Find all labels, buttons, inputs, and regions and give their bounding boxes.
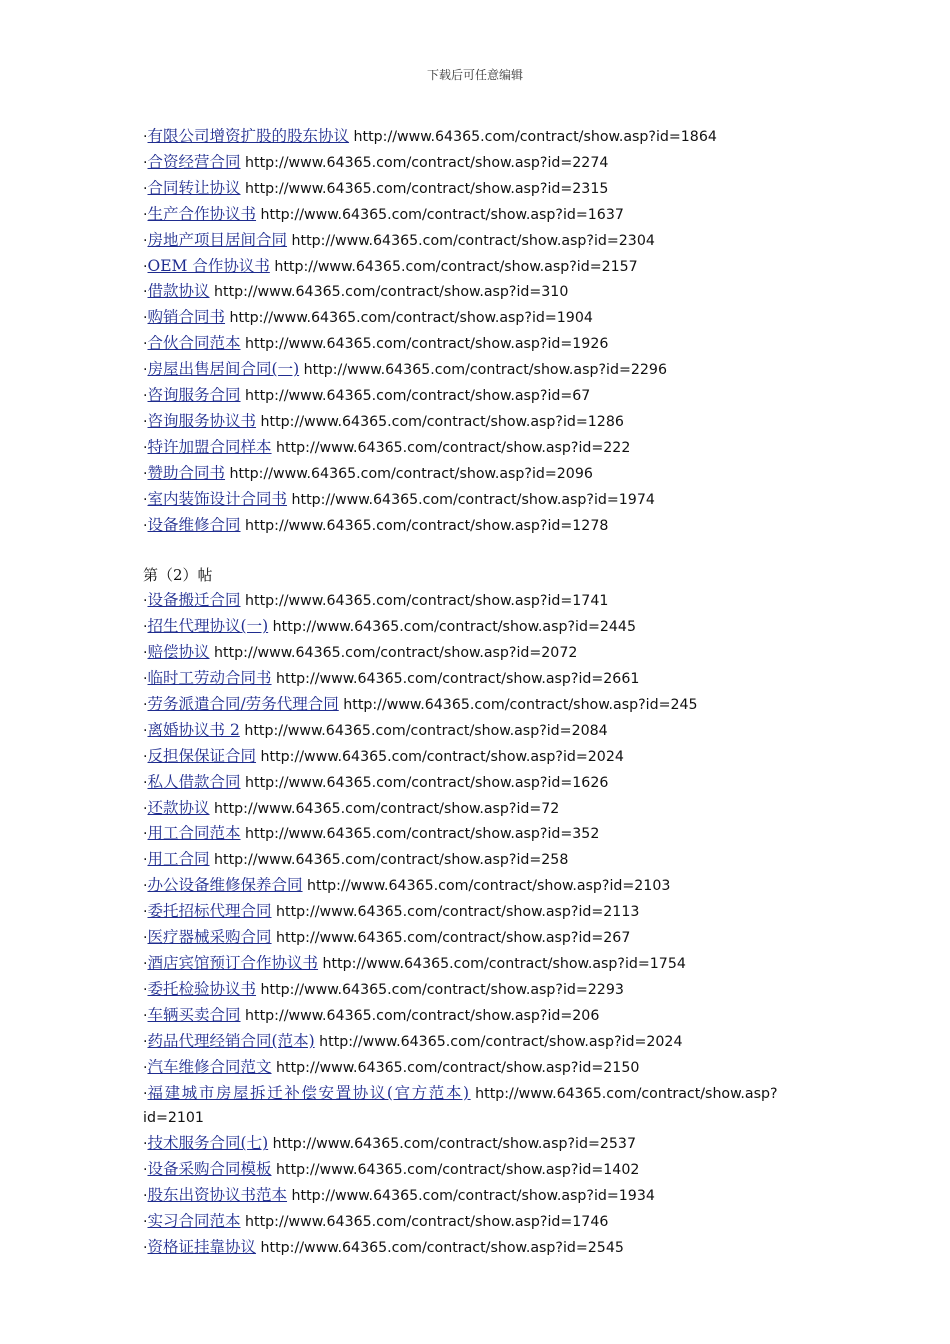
contract-title-link[interactable]: 办公设备维修保养合同 <box>147 876 303 895</box>
bullet-dot: · <box>143 645 148 662</box>
contract-title-link[interactable]: 药品代理经销合同(范本) <box>147 1031 315 1050</box>
bullet-dot: · <box>143 1007 148 1024</box>
contract-url: http://www.64365.com/contract/show.asp?id=2150 <box>276 1059 640 1076</box>
contract-url: http://www.64365.com/contract/show.asp?id=1864 <box>353 129 717 145</box>
contract-url: http://www.64365.com/contract/show.asp?id=2274 <box>245 154 609 171</box>
bullet-dot: · <box>143 696 148 713</box>
contract-list-item <box>143 1003 823 1029</box>
contract-url: http://www.64365.com/contract/show.asp?id=2157 <box>274 258 638 275</box>
contract-list-item <box>143 977 823 1003</box>
contract-title-link[interactable]: OEM 合作协议书 <box>147 256 270 275</box>
contract-list-1 <box>143 124 823 539</box>
contract-title-link[interactable]: 医疗器械采购合同 <box>147 928 272 947</box>
contract-title-link[interactable]: 委托招标代理合同 <box>147 902 272 921</box>
contract-list-item <box>143 409 823 435</box>
contract-title-link[interactable]: 汽车维修合同范文 <box>147 1057 272 1076</box>
contract-url: http://www.64365.com/contract/show.asp?id=2113 <box>276 904 640 921</box>
contract-url: http://www.64365.com/contract/show.asp?id=1974 <box>291 491 655 508</box>
contract-title-link[interactable]: 赞助合同书 <box>147 463 226 482</box>
contract-title-link[interactable]: 离婚协议书 2 <box>147 720 240 739</box>
contract-list-item <box>143 435 823 461</box>
contract-list-item <box>143 588 823 614</box>
bullet-dot: · <box>143 852 148 869</box>
contract-list-item <box>143 487 823 513</box>
contract-title-link[interactable]: 购销合同书 <box>147 308 226 327</box>
contract-list-item <box>143 899 823 925</box>
contract-url: http://www.64365.com/contract/show.asp?id=2101 <box>143 1085 778 1127</box>
bullet-dot: · <box>143 336 148 353</box>
bullet-dot: · <box>143 722 148 739</box>
contract-url: http://www.64365.com/contract/show.asp?id=1626 <box>245 774 609 791</box>
bullet-dot: · <box>143 619 148 636</box>
bullet-dot: · <box>143 284 148 301</box>
contract-list-item <box>143 513 823 539</box>
contract-list-item <box>143 1209 823 1235</box>
contract-url: http://www.64365.com/contract/show.asp?id=352 <box>245 826 600 843</box>
contract-list-item <box>143 150 823 176</box>
contract-title-link[interactable]: 资格证挂靠协议 <box>147 1237 257 1256</box>
contract-url: http://www.64365.com/contract/show.asp?id=1402 <box>276 1162 640 1179</box>
contract-url: http://www.64365.com/contract/show.asp?id=2084 <box>244 722 608 739</box>
bullet-dot: · <box>143 154 148 171</box>
contract-list-item <box>143 1131 823 1157</box>
bullet-dot: · <box>143 774 148 791</box>
bullet-dot: · <box>143 1033 148 1050</box>
bullet-dot: · <box>143 362 148 379</box>
bullet-dot: · <box>143 955 148 972</box>
page-header: 下载后可任意编辑 <box>426 68 523 82</box>
contract-url: http://www.64365.com/contract/show.asp?id=1746 <box>245 1214 609 1231</box>
contract-title-link[interactable]: 咨询服务协议书 <box>147 411 257 430</box>
contract-url: http://www.64365.com/contract/show.asp?id=2304 <box>291 232 655 249</box>
contract-url: http://www.64365.com/contract/show.asp?id=267 <box>276 930 631 947</box>
bullet-dot: · <box>143 878 148 895</box>
contract-url: http://www.64365.com/contract/show.asp?id=1904 <box>229 310 593 327</box>
bullet-dot: · <box>143 671 148 688</box>
contract-url: http://www.64365.com/contract/show.asp?id=2537 <box>272 1136 636 1153</box>
contract-title-link[interactable]: 特许加盟合同样本 <box>147 437 272 456</box>
bullet-dot: · <box>143 1214 148 1231</box>
contract-list-2 <box>143 588 823 1261</box>
contract-list-item <box>143 821 823 847</box>
contract-url: http://www.64365.com/contract/show.asp?id=2445 <box>272 619 636 636</box>
contract-url: http://www.64365.com/contract/show.asp?id=1754 <box>322 955 686 972</box>
contract-list-item <box>143 873 823 899</box>
bullet-dot: · <box>143 1162 148 1179</box>
contract-title-link[interactable]: 赔偿协议 <box>147 643 210 662</box>
contract-list-item <box>143 951 823 977</box>
bullet-dot: · <box>143 232 148 249</box>
bullet-dot: · <box>143 517 148 534</box>
section-gap <box>143 539 823 564</box>
bullet-dot: · <box>143 826 148 843</box>
contract-url: http://www.64365.com/contract/show.asp?id=258 <box>214 852 569 869</box>
bullet-dot: · <box>143 593 148 610</box>
contract-url: http://www.64365.com/contract/show.asp?id=1926 <box>245 336 609 353</box>
contract-url: http://www.64365.com/contract/show.asp?id=2103 <box>307 878 671 895</box>
bullet-dot: · <box>143 1239 148 1256</box>
contract-title-link[interactable]: 生产合作协议书 <box>147 204 257 223</box>
bullet-dot: · <box>143 413 148 430</box>
contract-list-item <box>143 383 823 409</box>
contract-url: http://www.64365.com/contract/show.asp?id=1934 <box>291 1188 655 1205</box>
content-area <box>143 124 823 1261</box>
contract-list-item <box>143 305 823 331</box>
contract-list-item <box>143 1029 823 1055</box>
contract-list-item <box>143 796 823 822</box>
bullet-dot: · <box>143 904 148 921</box>
contract-url: http://www.64365.com/contract/show.asp?id=1637 <box>260 206 624 223</box>
contract-list-item <box>143 202 823 228</box>
contract-url: http://www.64365.com/contract/show.asp?id=1741 <box>245 593 609 610</box>
contract-list-item <box>143 1157 823 1183</box>
bullet-dot: · <box>143 930 148 947</box>
contract-url: http://www.64365.com/contract/show.asp?id=2024 <box>260 748 624 765</box>
contract-title-link[interactable]: 用工合同范本 <box>147 824 241 843</box>
section-2-title: 第（2）帖 <box>143 566 213 585</box>
bullet-dot: · <box>143 1059 148 1076</box>
contract-list-item <box>143 614 823 640</box>
contract-title-link[interactable]: 合伙合同范本 <box>147 334 241 353</box>
bullet-dot: · <box>143 258 148 275</box>
contract-url: http://www.64365.com/contract/show.asp?id=1286 <box>260 413 624 430</box>
contract-url: http://www.64365.com/contract/show.asp?id=2024 <box>319 1033 683 1050</box>
contract-title-link[interactable]: 委托检验协议书 <box>147 979 257 998</box>
contract-title-link[interactable]: 还款协议 <box>147 798 210 817</box>
contract-title-link[interactable]: 房屋出售居间合同(一) <box>147 360 300 379</box>
contract-url: http://www.64365.com/contract/show.asp?id=245 <box>343 696 698 713</box>
contract-title-link[interactable]: 设备搬迁合同 <box>147 591 241 610</box>
contract-title-link[interactable]: 合资经营合同 <box>147 152 241 171</box>
contract-title-link[interactable]: 临时工劳动合同书 <box>147 669 272 688</box>
contract-title-link[interactable]: 车辆买卖合同 <box>147 1005 241 1024</box>
contract-list-item <box>143 640 823 666</box>
contract-title-link[interactable]: 技术服务合同(七) <box>147 1134 269 1153</box>
contract-url: http://www.64365.com/contract/show.asp?id=2661 <box>276 671 640 688</box>
bullet-dot: · <box>143 206 148 223</box>
contract-list-item <box>143 1055 823 1081</box>
contract-title-link[interactable]: 室内装饰设计合同书 <box>147 489 288 508</box>
contract-title-link[interactable]: 合同转让协议 <box>147 178 241 197</box>
contract-url: http://www.64365.com/contract/show.asp?id=2072 <box>214 645 578 662</box>
contract-url: http://www.64365.com/contract/show.asp?id=206 <box>245 1007 600 1024</box>
bullet-dot: · <box>143 1188 148 1205</box>
contract-url: http://www.64365.com/contract/show.asp?id=72 <box>214 800 560 817</box>
bullet-dot: · <box>143 1085 148 1102</box>
contract-url: http://www.64365.com/contract/show.asp?id=2293 <box>260 981 624 998</box>
bullet-dot: · <box>143 491 148 508</box>
contract-list-item <box>143 1081 823 1132</box>
contract-title-link[interactable]: 有限公司增资扩股的股东协议 <box>147 127 350 145</box>
contract-title-link[interactable]: 股东出资协议书范本 <box>147 1186 288 1205</box>
contract-list-item <box>143 770 823 796</box>
contract-list-item <box>143 925 823 951</box>
contract-list-item <box>143 666 823 692</box>
contract-title-link[interactable]: 房地产项目居间合同 <box>147 230 288 249</box>
contract-url: http://www.64365.com/contract/show.asp?id=2296 <box>303 362 667 379</box>
contract-url: http://www.64365.com/contract/show.asp?id=2096 <box>229 465 593 482</box>
contract-list-item <box>143 124 823 150</box>
bullet-dot: · <box>143 748 148 765</box>
contract-title-link[interactable]: 实习合同范本 <box>147 1212 241 1231</box>
contract-title-link[interactable]: 反担保保证合同 <box>147 746 257 765</box>
contract-list-item <box>143 1183 823 1209</box>
contract-url: http://www.64365.com/contract/show.asp?id=67 <box>245 388 591 405</box>
contract-list-item <box>143 461 823 487</box>
contract-url: http://www.64365.com/contract/show.asp?id=2315 <box>245 180 609 197</box>
bullet-dot: · <box>143 180 148 197</box>
contract-title-link[interactable]: 用工合同 <box>147 850 210 869</box>
contract-list-item <box>143 357 823 383</box>
contract-url: http://www.64365.com/contract/show.asp?id=1278 <box>245 517 609 534</box>
contract-title-link[interactable]: 私人借款合同 <box>147 772 241 791</box>
contract-list-item <box>143 331 823 357</box>
contract-url: http://www.64365.com/contract/show.asp?id=310 <box>214 284 569 301</box>
contract-title-link[interactable]: 劳务派遣合同/劳务代理合同 <box>147 694 339 713</box>
contract-title-link[interactable]: 设备维修合同 <box>147 515 241 534</box>
contract-title-link[interactable]: 福建城市房屋拆迁补偿安置协议(官方范本) <box>147 1083 471 1102</box>
contract-title-link[interactable]: 招生代理协议(一) <box>147 617 269 636</box>
contract-list-item <box>143 1235 823 1261</box>
contract-url: http://www.64365.com/contract/show.asp?id=2545 <box>260 1239 624 1256</box>
contract-list-item <box>143 692 823 718</box>
bullet-dot: · <box>143 439 148 456</box>
bullet-dot: · <box>143 1136 148 1153</box>
contract-list-item <box>143 279 823 305</box>
contract-list-item <box>143 847 823 873</box>
contract-title-link[interactable]: 借款协议 <box>147 282 210 301</box>
contract-title-link[interactable]: 酒店宾馆预订合作协议书 <box>147 953 319 972</box>
bullet-dot: · <box>143 800 148 817</box>
bullet-dot: · <box>143 388 148 405</box>
contract-list-item <box>143 176 823 202</box>
contract-url: http://www.64365.com/contract/show.asp?id=222 <box>276 439 631 456</box>
bullet-dot: · <box>143 310 148 327</box>
contract-title-link[interactable]: 咨询服务合同 <box>147 386 241 405</box>
bullet-dot: · <box>143 465 148 482</box>
contract-list-item <box>143 228 823 254</box>
contract-list-item <box>143 254 823 280</box>
contract-list-item <box>143 744 823 770</box>
contract-list-item <box>143 718 823 744</box>
bullet-dot: · <box>143 981 148 998</box>
bullet-dot: · <box>143 129 148 145</box>
contract-title-link[interactable]: 设备采购合同模板 <box>147 1160 272 1179</box>
